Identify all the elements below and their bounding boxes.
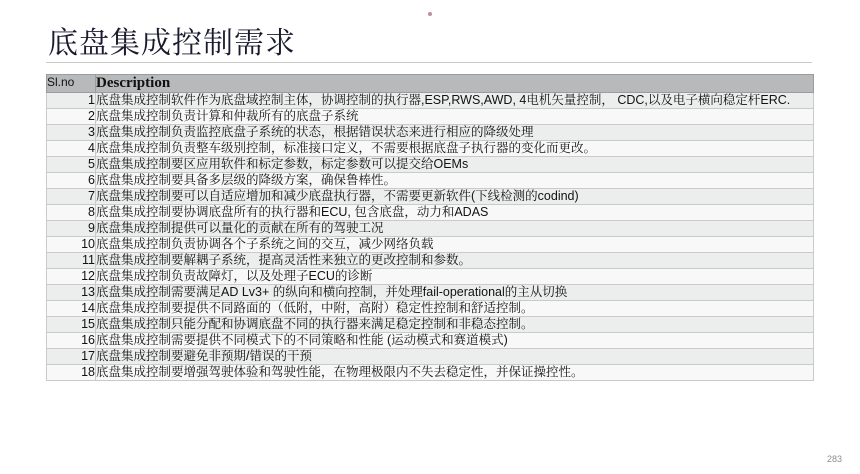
table-row [47, 141, 814, 157]
row-description: 底盘集成控制提供可以量化的贡献在所有的驾驶工况 [96, 221, 814, 237]
row-description: 底盘集成控制要协调底盘所有的执行器和ECU, 包含底盘，动力和ADAS [96, 205, 814, 221]
row-number: 10 [47, 237, 96, 253]
row-number: 8 [47, 205, 96, 221]
row-number: 5 [47, 157, 96, 173]
requirements-table [46, 74, 814, 381]
row-number: 1 [47, 93, 96, 109]
row-description: 底盘集成控制要提供不同路面的（低附，中附，高附）稳定性控制和舒适控制。 [96, 301, 814, 317]
row-number: 16 [47, 333, 96, 349]
title-divider [46, 62, 812, 63]
row-description: 底盘集成控制负责计算和仲裁所有的底盘子系统 [96, 109, 814, 125]
page-number: 283 [826, 454, 842, 464]
row-description: 底盘集成控制只能分配和协调底盘不同的执行器来满足稳定控制和非稳态控制。 [96, 317, 814, 333]
table-row [47, 93, 814, 109]
table-row [47, 253, 814, 269]
row-description: 底盘集成控制软件作为底盘域控制主体，协调控制的执行器,ESP,RWS,AWD, 4电机矢量控制， CDC,以及电子横向稳定杆ERC. [96, 93, 814, 109]
table-row [47, 317, 814, 333]
table-row [47, 125, 814, 141]
table-row [47, 189, 814, 205]
row-number: 13 [47, 285, 96, 301]
column-header-slno: Sl.no [47, 75, 96, 93]
table-row [47, 301, 814, 317]
row-description: 底盘集成控制需要满足AD Lv3+ 的纵向和横向控制，并处理fail-operational的主从切换 [96, 285, 814, 301]
row-description: 底盘集成控制要具备多层级的降级方案，确保鲁棒性。 [96, 173, 814, 189]
row-number: 7 [47, 189, 96, 205]
row-description: 底盘集成控制负责故障灯，以及处理子ECU的诊断 [96, 269, 814, 285]
row-number: 6 [47, 173, 96, 189]
table-row [47, 205, 814, 221]
table-row [47, 365, 814, 381]
row-number: 11 [47, 253, 96, 269]
table-header-row [47, 75, 814, 93]
table-row [47, 333, 814, 349]
row-number: 17 [47, 349, 96, 365]
row-number: 15 [47, 317, 96, 333]
page-title: 底盘集成控制需求 [48, 27, 296, 60]
column-header-description: Description [96, 75, 814, 93]
row-description: 底盘集成控制要可以自适应增加和减少底盘执行器，不需要更新软件(下线检测的codind) [96, 189, 814, 205]
table-row [47, 173, 814, 189]
table-row [47, 157, 814, 173]
row-number: 9 [47, 221, 96, 237]
row-description: 底盘集成控制要增强驾驶体验和驾驶性能，在物理极限内不失去稳定性，并保证操控性。 [96, 365, 814, 381]
stray-mark [428, 12, 432, 16]
table-body [47, 93, 814, 381]
table-row [47, 269, 814, 285]
row-description: 底盘集成控制要解耦子系统，提高灵活性来独立的更改控制和参数。 [96, 253, 814, 269]
table-row [47, 221, 814, 237]
row-number: 3 [47, 125, 96, 141]
requirements-table-container [46, 74, 814, 381]
table-row [47, 109, 814, 125]
row-number: 4 [47, 141, 96, 157]
row-number: 2 [47, 109, 96, 125]
row-description: 底盘集成控制要避免非预期/错误的干预 [96, 349, 814, 365]
table-header [47, 75, 814, 93]
row-description: 底盘集成控制需要提供不同模式下的不同策略和性能 (运动模式和赛道模式) [96, 333, 814, 349]
row-number: 18 [47, 365, 96, 381]
row-description: 底盘集成控制要区应用软件和标定参数，标定参数可以提交给OEMs [96, 157, 814, 173]
row-number: 12 [47, 269, 96, 285]
row-description: 底盘集成控制负责协调各个子系统之间的交互，减少网络负载 [96, 237, 814, 253]
table-row [47, 349, 814, 365]
table-row [47, 237, 814, 253]
table-row [47, 285, 814, 301]
row-number: 14 [47, 301, 96, 317]
row-description: 底盘集成控制负责监控底盘子系统的状态，根据错误状态来进行相应的降级处理 [96, 125, 814, 141]
row-description: 底盘集成控制负责整车级别控制，标准接口定义，不需要根据底盘子执行器的变化而更改。 [96, 141, 814, 157]
